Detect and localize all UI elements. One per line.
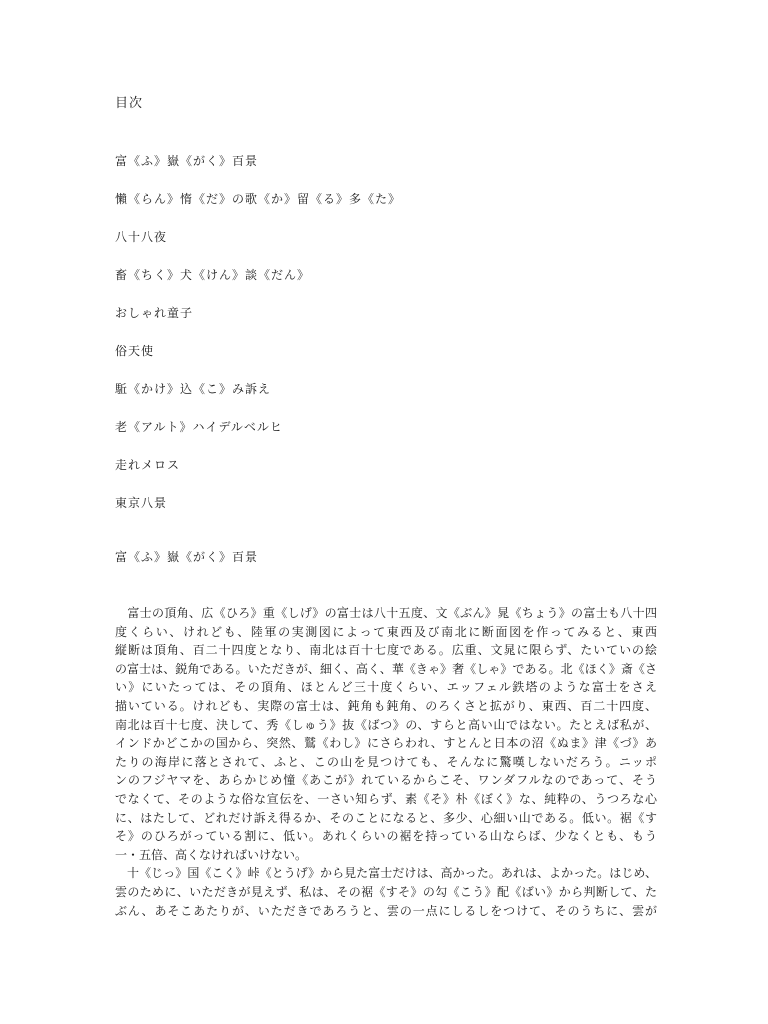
toc-item[interactable]: 畜《ちく》犬《けん》談《だん》 [115, 268, 311, 282]
toc-item[interactable]: 俗天使 [115, 344, 155, 358]
body-line: 度くらい、けれども、陸軍の実測図によって東西及び南北に断面図を作ってみると、東西 [115, 624, 657, 639]
body-line: ンのフジヤマを、あらかじめ憧《あこが》れているからこそ、ワンダフルなのであって、そう [115, 773, 657, 788]
body-line: そ》のひろがっている割に、低い。あれくらいの裾を持っている山ならば、少なくとも、もう [115, 829, 657, 844]
toc-list [115, 153, 401, 533]
toc-item[interactable]: 八十八夜 [115, 230, 168, 244]
body-line: たりの海岸に落とされて、ふと、この山を見つけても、そんなに驚嘆しないだろう。ニッポ [115, 754, 657, 769]
body-line: い》にいたっては、その頂角、ほとんど三十度くらい、エッフェル鉄塔のような富士をさえ [115, 680, 657, 695]
toc-item[interactable]: おしゃれ童子 [115, 306, 194, 320]
body-line: 雲のために、いただきが見えず、私は、その裾《すそ》の勾《こう》配《ばい》から判断して、た [115, 884, 657, 899]
toc-item[interactable]: 走れメロス [115, 458, 181, 472]
body-line: でなくて、そのような俗な宣伝を、一さい知らず、素《そ》朴《ぼく》な、純粋の、うつろな心 [115, 791, 657, 806]
body-line: 富士の頂角、広《ひろ》重《しげ》の富士は八十五度、文《ぶん》晁《ちょう》の富士も八十四 [115, 606, 657, 620]
toc-heading: 目次 [115, 96, 144, 111]
toc-item[interactable]: 駈《かけ》込《こ》み訴え [115, 382, 272, 396]
body-line: 縦断は頂角、百二十四度となり、南北は百十七度である。広重、文晁に限らず、たいていの絵 [115, 643, 657, 658]
toc-item[interactable]: 懶《らん》惰《だ》の歌《か》留《る》多《た》 [115, 192, 402, 206]
toc-item[interactable]: 老《アルト》ハイデルベルヒ [115, 420, 283, 434]
section-title: 富《ふ》嶽《がく》百景 [115, 550, 259, 564]
toc-item[interactable]: 富《ふ》嶽《がく》百景 [115, 154, 259, 168]
toc-item[interactable]: 東京八景 [115, 496, 168, 510]
body-text [115, 604, 657, 920]
body-line: の富士は、鋭角である。いただきが、細く、高く、華《きゃ》奢《しゃ》である。北《ほく》斎《さ [115, 661, 657, 676]
body-line: ぶん、あそこあたりが、いただきであろうと、雲の一点にしるしをつけて、そのうちに、雲が [115, 903, 657, 918]
body-line: インドかどこかの国から、突然、鷲《わし》にさらわれ、すとんと日本の沼《ぬま》津《づ》あ [115, 736, 657, 751]
body-line: に、はたして、どれだけ訴え得るか、そのことになると、多少、心細い山である。低い。裾《す [115, 810, 657, 825]
body-line: 十《じっ》国《こく》峠《とうげ》から見た富士だけは、高かった。あれは、よかった。はじめ、 [115, 866, 657, 881]
body-line: 一・五倍、高くなければいけない。 [115, 847, 308, 862]
body-line: 描いている。けれども、実際の富士は、鈍角も鈍角、のろくさと拡がり、東西、百二十四度、 [115, 698, 657, 713]
body-line: 南北は百十七度、決して、秀《しゅう》抜《ばつ》の、すらと高い山ではない。たとえば私が、 [115, 717, 657, 732]
